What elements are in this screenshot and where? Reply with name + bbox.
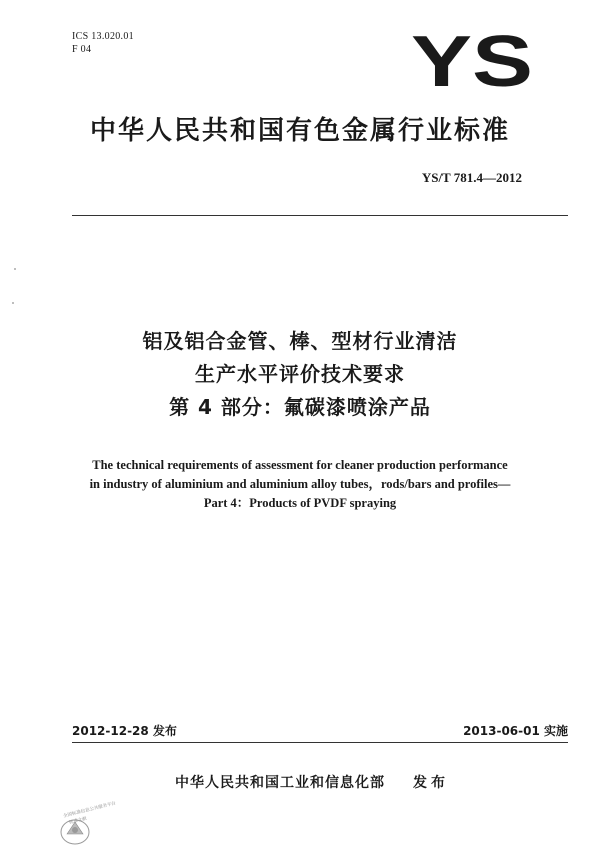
top-divider [72,215,568,216]
margin-mark [12,302,14,304]
issuer-suffix: 发布 [413,775,449,791]
bottom-divider [72,742,568,743]
stamp-text-line-2: 标准文献 [68,816,88,826]
class-code: F 04 [72,44,92,55]
chinese-title-line-1: 铝及铝合金管、棒、型材行业清洁 [142,329,458,353]
ys-logo [410,30,535,90]
issuer-name: 中华人民共和国工业和信息化部 [175,775,385,791]
chinese-title-line-3: 第 4 部分：氟碳漆喷涂产品 [169,395,431,419]
watermark-stamp [55,800,125,845]
english-title-line-2: in industry of aluminium and aluminium alloy tubes，rods/bars and profiles— [89,477,511,491]
chinese-title [0,325,600,424]
english-title-line-1: The technical requirements of assessment for cleaner production performance [92,458,508,472]
publish-date: 2012-12-28 发布 [72,724,177,738]
margin-mark [14,268,16,270]
ics-block [72,30,134,56]
ys-logo-text: YS [411,30,533,90]
chinese-title-line-2: 生产水平评价技术要求 [195,362,405,386]
issuer [175,772,449,792]
standard-title: 中华人民共和国有色金属行业标准 [89,116,510,146]
english-title-line-3: Part 4：Products of PVDF spraying [203,496,397,510]
english-title [0,456,600,513]
implement-date: 2013-06-01 实施 [463,724,568,738]
standard-number: YS/T 781.4—2012 [421,170,522,185]
ics-code: ICS 13.020.01 [72,31,134,42]
stamp-text-line-1: 全国标准信息公共服务平台 [62,801,117,820]
